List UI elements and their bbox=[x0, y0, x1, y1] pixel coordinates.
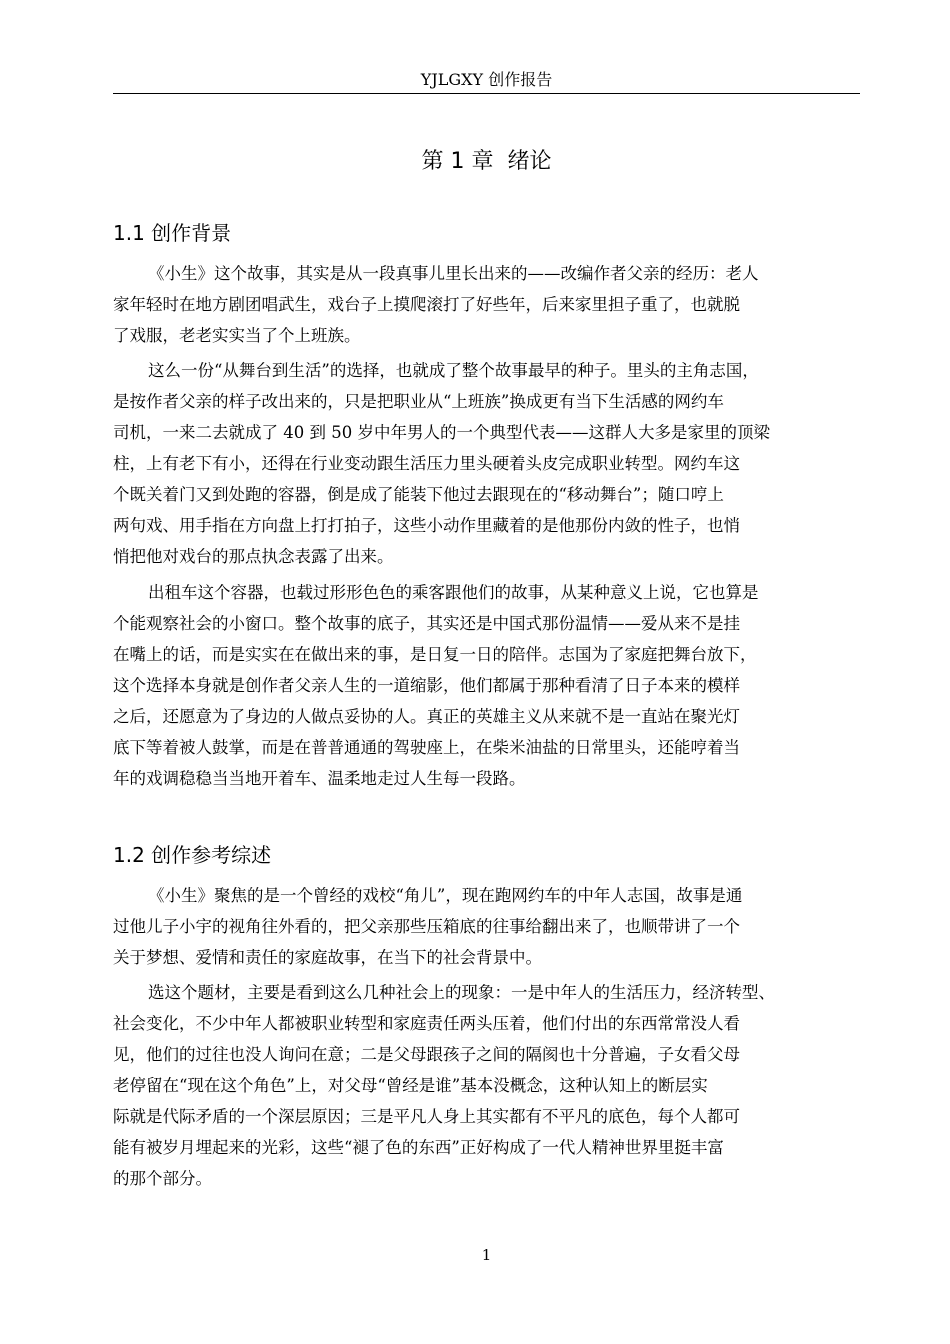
paragraph bbox=[113, 977, 873, 1194]
paragraph-line: 在嘴上的话，而是实实在在做出来的事，是日复一日的陪伴。志国为了家庭把舞台放下， bbox=[113, 645, 757, 664]
paragraph bbox=[113, 577, 873, 794]
paragraph-line: 这么一份“从舞台到生活”的选择，也就成了整个故事最早的种子。里头的主角志国， bbox=[148, 361, 759, 380]
paragraph-line: 能有被岁月埋起来的光彩，这些“褪了色的东西”正好构成了一代人精神世界里挺丰富 bbox=[113, 1138, 724, 1157]
paragraph-line: 柱，上有老下有小，还得在行业变动跟生活压力里头硬着头皮完成职业转型。网约车这 bbox=[113, 454, 740, 473]
header-rule bbox=[113, 93, 860, 94]
paragraph bbox=[113, 355, 873, 572]
paragraph-line: 两句戏、用手指在方向盘上打打拍子，这些小动作里藏着的是他那份内敛的性子，也悄 bbox=[113, 516, 740, 535]
paragraph-line: 老停留在“现在这个角色”上，对父母“曾经是谁”基本没概念，这种认知上的断层实 bbox=[113, 1076, 708, 1095]
paragraph-line: 《小生》这个故事，其实是从一段真事儿里长出来的——改编作者父亲的经历：老人 bbox=[148, 264, 759, 283]
paragraph-line: 个能观察社会的小窗口。整个故事的底子，其实还是中国式那份温情——爱从来不是挂 bbox=[113, 614, 740, 633]
paragraph bbox=[113, 258, 873, 351]
paragraph-line: 底下等着被人鼓掌，而是在普普通通的驾驶座上，在柴米油盐的日常里头，还能哼着当 bbox=[113, 738, 740, 757]
paragraph-line: 个既关着门又到处跑的容器，倒是成了能装下他过去跟现在的“移动舞台”；随口哼上 bbox=[113, 485, 724, 504]
chapter-title: 第 1 章 绪论 bbox=[421, 149, 552, 174]
paragraph-line: 的那个部分。 bbox=[113, 1169, 212, 1188]
paragraph-line: 年的戏调稳稳当当地开着车、温柔地走过人生每一段路。 bbox=[113, 769, 526, 788]
section-heading: 1.2 创作参考综述 bbox=[113, 843, 272, 867]
paragraph bbox=[113, 880, 873, 973]
paragraph-line: 了戏服，老老实实当了个上班族。 bbox=[113, 326, 361, 345]
paragraph-line: 司机，一来二去就成了 40 到 50 岁中年男人的一个典型代表——这群人大多是家里的顶梁 bbox=[113, 423, 770, 442]
paragraph-line: 过他儿子小宇的视角往外看的，把父亲那些压箱底的往事给翻出来了，也顺带讲了一个 bbox=[113, 917, 740, 936]
running-header: YJLGXY 创作报告 bbox=[420, 70, 553, 89]
paragraph-line: 关于梦想、爱情和责任的家庭故事，在当下的社会背景中。 bbox=[113, 948, 542, 967]
paragraph-line: 社会变化，不少中年人都被职业转型和家庭责任两头压着，他们付出的东西常常没人看 bbox=[113, 1014, 740, 1033]
paragraph-line: 选这个题材，主要是看到这么几种社会上的现象：一是中年人的生活压力，经济转型、 bbox=[148, 983, 775, 1002]
paragraph-line: 之后，还愿意为了身边的人做点妥协的人。真正的英雄主义从来就不是一直站在聚光灯 bbox=[113, 707, 740, 726]
page-number: 1 bbox=[481, 1246, 492, 1264]
section-heading: 1.1 创作背景 bbox=[113, 221, 232, 245]
paragraph-line: 《小生》聚焦的是一个曾经的戏校“角儿”，现在跑网约车的中年人志国，故事是通 bbox=[148, 886, 743, 905]
paragraph-line: 这个选择本身就是创作者父亲人生的一道缩影，他们都属于那种看清了日子本来的模样 bbox=[113, 676, 740, 695]
paragraph-line: 悄把他对戏台的那点执念表露了出来。 bbox=[113, 547, 394, 566]
paragraph-line: 是按作者父亲的样子改出来的，只是把职业从“上班族”换成更有当下生活感的网约车 bbox=[113, 392, 724, 411]
paragraph-line: 出租车这个容器，也载过形形色色的乘客跟他们的故事，从某种意义上说，它也算是 bbox=[148, 583, 759, 602]
paragraph-line: 家年轻时在地方剧团唱武生，戏台子上摸爬滚打了好些年，后来家里担子重了，也就脱 bbox=[113, 295, 740, 314]
paragraph-line: 见，他们的过往也没人询问在意；二是父母跟孩子之间的隔阂也十分普遍，子女看父母 bbox=[113, 1045, 740, 1064]
paragraph-line: 际就是代际矛盾的一个深层原因；三是平凡人身上其实都有不平凡的底色，每个人都可 bbox=[113, 1107, 740, 1126]
